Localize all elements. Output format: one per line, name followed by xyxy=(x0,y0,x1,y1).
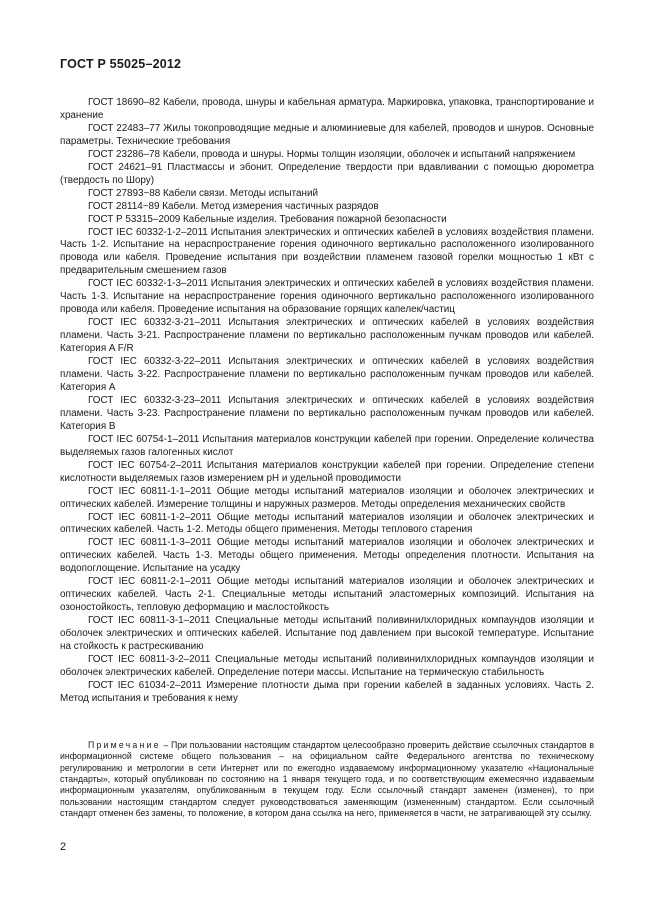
reference-item: ГОСТ IEC 60332-3-23–2011 Испытания электрических и оптических кабелей в условиях воздействия пламени. Часть 3-23. Распространение пламени по вертикально расположенным пучкам проводов или кабелей. Категория В xyxy=(60,394,594,432)
note-text: – При пользовании настоящим стандартом целесообразно проверить действие ссылочных стандартов в информационной системе общего пользования – на официальном сайте Федерального агентства по техническому регулированию и метрологии в сети Интернет или по ежегодно издаваемому информационному указателю «Национальные стандарты», который опубликован по состоянию на 1 января текущего года, и по соответствующим ежемесячно издаваемым информационным указателям, опубликованным в текущем году. Если ссылочный стандарт заменен (изменен), то при пользовании настоящим стандартом следует руководствоваться заменяющим (измененным) стандартом. Если ссылочный стандарт отменен без замены, то положение, в котором дана ссылка на него, применяется в части, не затрагивающей эту ссылку. xyxy=(60,740,594,819)
reference-item: ГОСТ Р 53315–2009 Кабельные изделия. Требования пожарной безопасности xyxy=(88,213,447,225)
reference-item: ГОСТ IEC 60754-2–2011 Испытания материалов конструкции кабелей при горении. Определение степени кислотности выделяемых газов измерением pH и удельной проводимости xyxy=(60,459,594,484)
reference-item: ГОСТ IEC 60811-1-2–2011 Общие методы испытаний материалов изоляции и оболочек электрических и оптических кабелей. Часть 1-2. Методы общего применения. Методы теплового старения xyxy=(60,511,594,536)
reference-item: ГОСТ IEC 60811-3-2–2011 Специальные методы испытаний поливинилхлоридных компаундов изоляции и оболочек электрических кабелей. Определение потери массы. Испытание на термическую стабильность xyxy=(60,653,594,678)
reference-item: ГОСТ IEC 60811-1-3–2011 Общие методы испытаний материалов изоляции и оболочек электрических и оптических кабелей. Часть 1-3. Методы общего применения. Методы определения плотности. Испытания на водопоглощение. Испытание на усадку xyxy=(60,537,594,575)
reference-item: ГОСТ IEC 60811-2-1–2011 Общие методы испытаний материалов изоляции и оболочек электрических и оптических кабелей. Часть 2-1. Специальные методы испытаний эластомерных композиций. Испытания на озоностойкость, тепловую деформацию и маслостойкость xyxy=(60,576,594,614)
note-paragraph xyxy=(60,740,594,819)
reference-item: ГОСТ 24621–91 Пластмассы и эбонит. Определение твердости при вдавливании с помощью дюрометра (твердость по Шору) xyxy=(60,161,594,186)
reference-item: ГОСТ IEC 60332-1-3–2011 Испытания электрических и оптических кабелей в условиях воздействия пламени. Часть 1-3. Испытание на нераспространение горения одиночного вертикально расположенного изолированного провода или кабеля. Проведение испытания на образование горящих капелек/частиц xyxy=(60,278,594,316)
reference-item: ГОСТ IEC 60811-1-1–2011 Общие методы испытаний материалов изоляции и оболочек электрических и оптических кабелей. Измерение толщины и наружных размеров. Методы определения механических свойств xyxy=(60,485,594,510)
note-block xyxy=(60,740,594,819)
reference-item: ГОСТ IEC 60332-3-21–2011 Испытания электрических и оптических кабелей в условиях воздействия пламени. Часть 3-21. Распространение пламени по вертикально расположенным пучкам проводов или кабелей. Категория A F/R xyxy=(60,317,594,355)
document-code-header: ГОСТ Р 55025–2012 xyxy=(60,57,182,71)
reference-item: ГОСТ IEC 60332-1-2–2011 Испытания электрических и оптических кабелей в условиях воздействия пламени. Часть 1-2. Испытание на нераспространение горения одиночного вертикально расположенного изолированного провода или кабеля. Проведение испытания при воздействии пламенем газовой горелки мощностью 1 кВт с предварительным смешением газов xyxy=(60,226,594,277)
reference-item: ГОСТ IEC 60754-1–2011 Испытания материалов конструкции кабелей при горении. Определение количества выделяемых газов галогенных кислот xyxy=(60,433,594,458)
page-number: 2 xyxy=(60,841,67,853)
reference-item: ГОСТ IEC 60332-3-22–2011 Испытания электрических и оптических кабелей в условиях воздействия пламени. Часть 3-22. Распространение пламени по вертикально расположенным пучкам проводов или кабелей. Категория А xyxy=(60,356,594,393)
reference-item: ГОСТ IEC 61034-2–2011 Измерение плотности дыма при горении кабелей в заданных условиях. Часть 2. Метод испытания и требования к нему xyxy=(60,679,594,704)
reference-item: ГОСТ 28114−89 Кабели. Метод измерения частичных разрядов xyxy=(88,200,379,212)
reference-item: ГОСТ 22483–77 Жилы токопроводящие медные и алюминиевые для кабелей, проводов и шнуров. Основные параметры. Технические требования xyxy=(60,122,594,147)
reference-item: ГОСТ 23286–78 Кабели, провода и шнуры. Нормы толщин изоляции, оболочек и испытаний напряжением xyxy=(88,148,576,160)
reference-item: ГОСТ 18690–82 Кабели, провода, шнуры и кабельная арматура. Маркировка, упаковка, транспортирование и хранение xyxy=(60,97,594,121)
reference-item: ГОСТ IEC 60811-3-1–2011 Специальные методы испытаний поливинилхлоридных компаундов изоляции и оболочек электрических и оптических кабелей. Испытание под давлением при высокой температуре. Испытание на стойкость к растрескиванию xyxy=(60,615,594,653)
note-label: Примечание xyxy=(88,740,161,750)
normative-references xyxy=(60,97,594,706)
reference-item: ГОСТ 27893−88 Кабели связи. Методы испытаний xyxy=(88,187,319,199)
